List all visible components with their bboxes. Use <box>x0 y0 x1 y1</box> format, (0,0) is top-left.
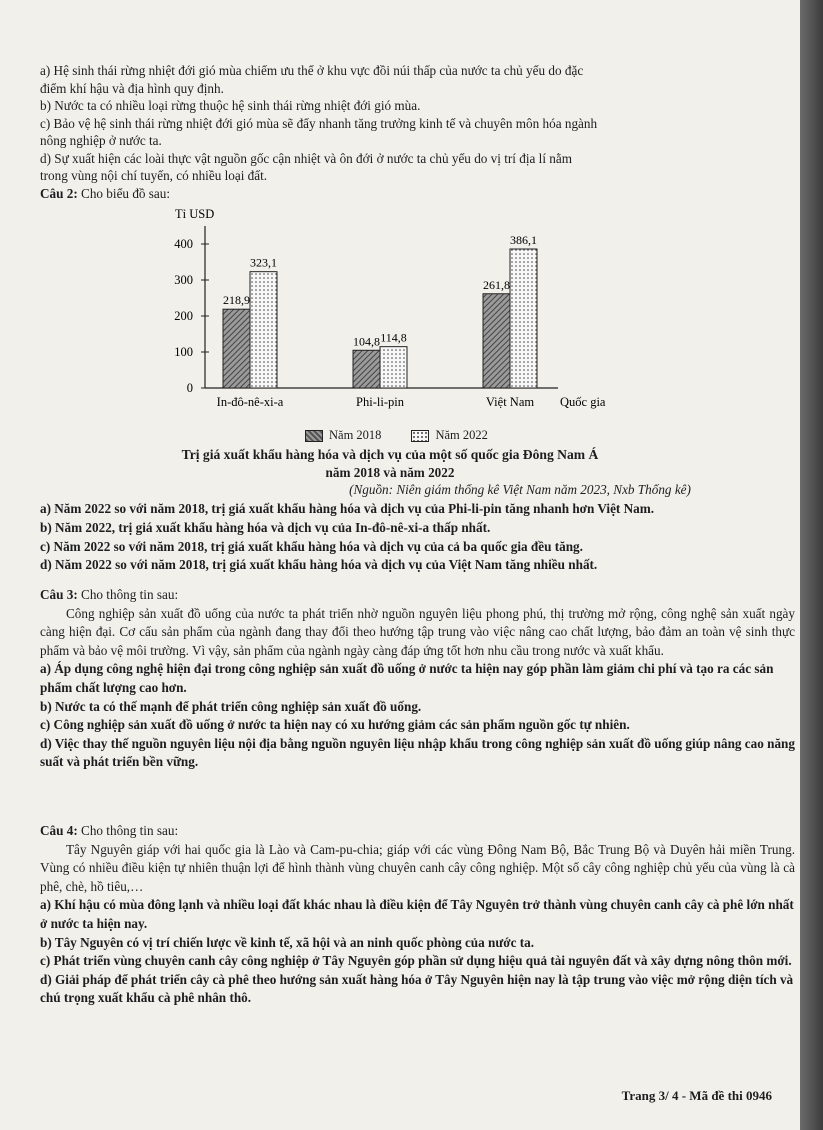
q3-block <box>40 586 795 772</box>
q3-item-d: d) Việc thay thế nguồn nguyên liệu nội địa bằng nguồn nguyên liệu nhập khẩu trong công nghiệp sản xuất đồ uống giúp nâng cao năng suất và phát triển bền vững. <box>40 735 795 770</box>
q1-item-d-cont: trong vùng nội chí tuyến, có nhiều loại đất. <box>40 168 268 183</box>
data-label: 218,9 <box>223 293 250 308</box>
q1-item-c-cont: nông nghiệp ở nước ta. <box>40 133 162 148</box>
q3-item-b: b) Nước ta có thế mạnh để phát triển công nghiệp sản xuất đồ uống. <box>40 698 422 714</box>
q3-paragraph: Công nghiệp sản xuất đồ uống của nước ta phát triển nhờ nguồn nguyên liệu phong phú, thị trường mở rộng, công nghệ sản xuất ngày càng hiện đại. Cơ cấu sản phẩm của ngành đang thay đổi theo hướng tập trung vào việc nâng cao chất lượng, bảo đảm an toàn vệ sinh thực phẩm và bảo vệ môi trường. Vì vậy, sản phẩm của ngành ngày càng đáp ứng tốt hơn nhu cầu trong nước và xuất khẩu. <box>40 605 795 658</box>
q2-item-c: c) Năm 2022 so với năm 2018, trị giá xuất khẩu hàng hóa và dịch vụ của cả ba quốc gia đều tăng. <box>40 538 583 554</box>
q4-item-c: c) Phát triển vùng chuyên canh cây công nghiệp ở Tây Nguyên góp phần sử dụng hiệu quả tài nguyên đất và xây dựng nông thôn mới. <box>40 953 792 969</box>
data-label: 386,1 <box>510 233 537 248</box>
y-tick-label: 300 <box>174 273 193 287</box>
data-label: 261,8 <box>483 277 510 292</box>
bar-2018 <box>223 309 250 388</box>
q1-item-d: d) Sự xuất hiện các loài thực vật nguồn gốc cận nhiệt và ôn đới ở nước ta chủ yếu do vị trí địa lí nằm <box>40 150 572 166</box>
q4-block <box>40 822 795 1008</box>
q4-item-a: a) Khí hậu có mùa đông lạnh và nhiều loại đất khác nhau là điều kiện để Tây Nguyên trở thành vùng chuyên canh cây cà phê lớn nhất ở nước ta hiện nay. <box>40 897 794 931</box>
bar-2018 <box>353 350 380 388</box>
y-axis-label: Tỉ USD <box>175 207 215 221</box>
category-label: In-đô-nê-xi-a <box>216 395 284 409</box>
q3-item-c: c) Công nghiệp sản xuất đồ uống ở nước ta hiện nay có xu hướng giảm các sản phẩm nguồn gốc tự nhiên. <box>40 717 630 733</box>
y-tick-label: 100 <box>174 345 193 359</box>
dotted-swatch-icon <box>411 430 429 442</box>
legend-item-2022 <box>411 428 487 443</box>
q1-item-c: c) Bảo vệ hệ sinh thái rừng nhiệt đới gió mùa sẽ đẩy nhanh tăng trưởng kinh tế và chuyên môn hóa ngành <box>40 115 598 131</box>
chart-title: Trị giá xuất khẩu hàng hóa và dịch vụ của một số quốc gia Đông Nam Á <box>181 447 599 462</box>
legend-item-2018 <box>305 428 381 443</box>
data-label: 104,8 <box>353 334 380 349</box>
q4-heading <box>40 822 795 841</box>
q4-paragraph: Tây Nguyên giáp với hai quốc gia là Lào và Cam-pu-chia; giáp với các vùng Đông Nam Bộ, Bắc Trung Bộ và Duyên hải miền Trung. Vùng có nhiều điều kiện tự nhiên thuận lợi để hình thành vùng chuyên canh cây công nghiệp. Một số cây công nghiệp chủ yếu của vùng là cà phê, chè, hồ tiêu,… <box>40 841 795 894</box>
q2-item-a: a) Năm 2022 so với năm 2018, trị giá xuất khẩu hàng hóa và dịch vụ của Phi-li-pin tăng nhanh hơn Việt Nam. <box>40 501 655 516</box>
q3-item-a: a) Áp dụng công nghệ hiện đại trong công nghiệp sản xuất đồ uống ở nước ta hiện nay góp phần làm giảm chi phí và tạo ra các sản phẩm chất lượng cao hơn. <box>40 661 774 695</box>
q3-label: Câu 3: <box>40 587 78 602</box>
x-axis-label: Quốc gia <box>560 395 606 409</box>
q4-intro: Cho thông tin sau: <box>77 823 179 838</box>
bar-2022 <box>510 249 537 388</box>
q1-item-b: b) Nước ta có nhiều loại rừng thuộc hệ sinh thái rừng nhiệt đới gió mùa. <box>40 98 421 113</box>
y-tick-label: 0 <box>186 381 193 395</box>
chart-bars <box>223 233 537 388</box>
legend-label-2018: Năm 2018 <box>329 428 382 442</box>
q4-label: Câu 4: <box>40 823 78 838</box>
y-tick-label: 200 <box>174 309 193 323</box>
bar-chart <box>150 200 650 445</box>
q4-item-b: b) Tây Nguyên có vị trí chiến lược về kinh tế, xã hội và an ninh quốc phòng của nước ta. <box>40 934 535 950</box>
q2-statements <box>40 500 795 575</box>
q4-item-d: d) Giải pháp để phát triển cây cà phê theo hướng sản xuất hàng hóa ở Tây Nguyên hiện nay là tập trung vào việc mở rộng diện tích và chú trọng xuất khẩu cà phê nhân thô. <box>40 971 794 1006</box>
q1-item-a-cont: điểm khí hậu và địa hình quy định. <box>40 80 224 96</box>
legend-label-2022: Năm 2022 <box>435 428 488 442</box>
bar-2022 <box>380 347 407 388</box>
q3-intro: Cho thông tin sau: <box>77 587 179 602</box>
y-tick-label: 400 <box>174 237 193 251</box>
chart-legend <box>305 428 488 443</box>
category-label: Việt Nam <box>485 395 535 409</box>
q3-heading <box>40 586 795 605</box>
category-label: Phi-li-pin <box>356 395 404 409</box>
q2-intro: Cho biểu đồ sau: <box>77 185 171 201</box>
hatch-swatch-icon <box>305 430 323 442</box>
data-label: 114,8 <box>380 330 407 345</box>
bar-2022 <box>250 272 277 388</box>
data-label: 323,1 <box>250 255 277 270</box>
q1-statements <box>40 62 795 202</box>
q2-label: Câu 2: <box>40 185 78 201</box>
bar-2018 <box>483 294 510 388</box>
q1-item-a: a) Hệ sinh thái rừng nhiệt đới gió mùa chiếm ưu thế ở khu vực đồi núi thấp của nước ta chủ yếu do đặc <box>40 63 584 78</box>
chart-source: (Nguồn: Niên giám thống kê Việt Nam năm 2023, Nxb Thống kê) <box>349 482 691 497</box>
q2-item-b: b) Năm 2022, trị giá xuất khẩu hàng hóa và dịch vụ của In-đô-nê-xi-a thấp nhất. <box>40 519 491 535</box>
chart-title-2: năm 2018 và năm 2022 <box>325 465 455 480</box>
q2-item-d: d) Năm 2022 so với năm 2018, trị giá xuất khẩu hàng hóa và dịch vụ của Việt Nam tăng nhiều nhất. <box>40 557 598 573</box>
background-edge <box>800 0 823 1130</box>
page-footer: Trang 3/ 4 - Mã đề thi 0946 <box>621 1088 772 1103</box>
